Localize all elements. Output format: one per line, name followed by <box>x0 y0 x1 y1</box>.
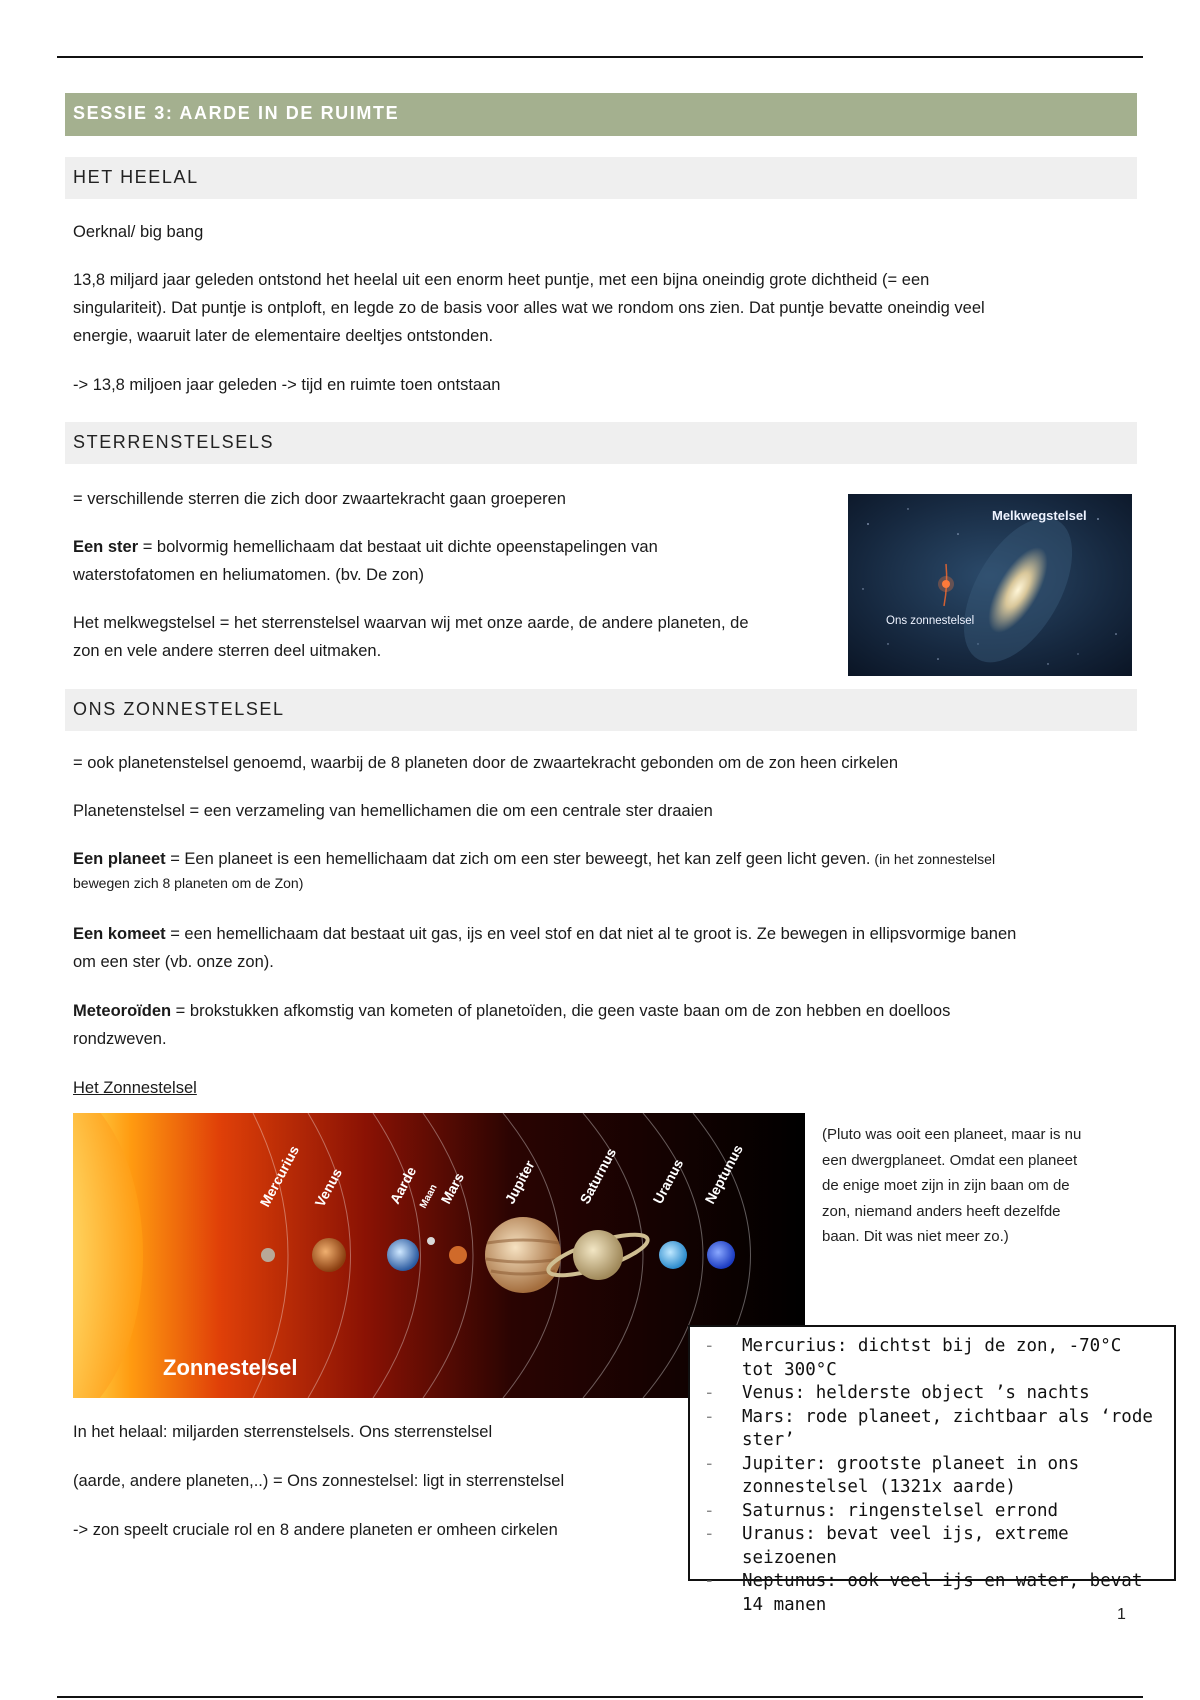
line: waterstofatomen en heliumatomen. (bv. De zon) <box>73 566 424 584</box>
list-item <box>690 1406 1174 1453</box>
paragraph-melkweg <box>73 609 749 665</box>
paragraph-helaal: In het helaal: miljarden sterrenstelsels. Ons sterrenstelsel <box>73 1423 493 1441</box>
paragraph-ons-zonnestelsel: (aarde, andere planeten,..) = Ons zonnestelsel: ligt in sterrenstelsel <box>73 1472 565 1490</box>
planet-label: Aarde <box>386 1163 420 1207</box>
section-heading-sterrenstelsels <box>65 422 1137 464</box>
line: singulariteit). Dat puntje is ontploft, en legde zo de basis voor alles wat we rondom ons zien. Dat puntje bevatte oneindig veel <box>73 299 985 317</box>
planet-label: Maan <box>417 1182 440 1211</box>
bullet: - <box>704 1571 715 1591</box>
paragraph-ster <box>73 533 658 589</box>
paragraph-big-bang <box>73 266 985 350</box>
paragraph-komeet <box>73 920 1016 976</box>
line: energie, waaruit later de elementaire deeltjes ontstonden. <box>73 327 494 345</box>
planet-fact: Venus: helderste object ’s nachts <box>742 1383 1090 1403</box>
page-number: 1 <box>1117 1606 1126 1623</box>
section-heading-heelal <box>65 157 1137 199</box>
bullet: - <box>704 1383 715 1403</box>
note-line: zon, niemand anders heeft dezelfde <box>822 1202 1061 1220</box>
paragraph-planetenstelsel: Planetenstelsel = een verzameling van hemellichamen die om een centrale ster draaien <box>73 802 713 820</box>
line: = een hemellichaam dat bestaat uit gas, ijs en veel stof en dat niet al te groot is. Ze bewegen in ellipsvormige banen <box>165 925 1017 943</box>
planet-label: Mercurius <box>256 1142 303 1210</box>
line: Het melkwegstelsel = het sterrenstelsel waarvan wij met onze aarde, de andere planeten, de <box>73 614 749 632</box>
list-item <box>690 1500 1174 1524</box>
planet-facts-box <box>688 1325 1176 1615</box>
list-item <box>690 1335 1174 1382</box>
planet-fact: Saturnus: ringenstelsel errond <box>742 1500 1059 1521</box>
planet-facts-list <box>690 1327 1174 1617</box>
term-ster: Een ster <box>73 538 139 556</box>
bullet: - <box>704 1524 715 1544</box>
galaxy-label-bottom: Ons zonnestelsel <box>886 615 975 627</box>
planet-label: Uranus <box>649 1156 687 1207</box>
subheading-het-zonnestelsel: Het Zonnestelsel <box>73 1079 197 1097</box>
bullet: - <box>704 1336 715 1356</box>
solar-image-title: Zonnestelsel <box>163 1355 298 1380</box>
planet-fact: Jupiter: grootste planeet in ons zonnestelsel (1321x aarde) <box>742 1453 1080 1497</box>
note-line: de enige moet zijn in zijn baan om de <box>822 1177 1070 1194</box>
line: zon en vele andere sterren deel uitmaken. <box>73 642 382 660</box>
note-line: een dwergplaneet. Omdat een planeet <box>822 1151 1078 1169</box>
section-heading-zonnestelsel <box>65 689 1137 731</box>
term-meteoroiden: Meteoroïden <box>73 1002 172 1020</box>
note-small: (in het zonnestelsel <box>870 851 996 867</box>
bullet: - <box>704 1500 715 1521</box>
list-item <box>690 1453 1174 1500</box>
session-title: SESSIE 3: AARDE IN DE RUIMTE <box>73 103 400 123</box>
bottom-rule <box>57 1696 1143 1698</box>
paragraph-planeet <box>73 845 995 893</box>
paragraph-zon-rol: -> zon speelt cruciale rol en 8 andere planeten er omheen cirkelen <box>73 1521 558 1539</box>
paragraph-oerknal: Oerknal/ big bang <box>73 223 204 241</box>
paragraph-meteoroiden <box>73 997 950 1053</box>
bullet: - <box>704 1406 715 1427</box>
galaxy-label-top: Melkwegstelsel <box>992 508 1087 523</box>
heading-text: HET HEELAL <box>73 167 199 187</box>
paragraph-planetenstelsel-genoemd: = ook planetenstelsel genoemd, waarbij de 8 planeten door de zwaartekracht gebonden om de zon heen cirkelen <box>73 754 899 772</box>
pluto-note <box>822 1122 1122 1250</box>
planet-label: Mars <box>437 1170 467 1207</box>
planet-fact: Mars: rode planeet, zichtbaar als ‘rode ster’ <box>742 1406 1153 1450</box>
planet-fact: Uranus: bevat veel ijs, extreme seizoenen <box>742 1524 1069 1568</box>
line: om een ster (vb. onze zon). <box>73 953 274 971</box>
session-title-bar <box>65 93 1137 136</box>
milky-way-image <box>848 494 1132 676</box>
paragraph-time-space: -> 13,8 miljoen jaar geleden -> tijd en ruimte toen ontstaan <box>73 376 501 394</box>
heading-text: ONS ZONNESTELSEL <box>73 699 285 719</box>
planet-label: Neptunus <box>701 1141 746 1207</box>
planet-fact: Mercurius: dichtst bij de zon, -70°C tot 300°C <box>742 1336 1122 1380</box>
bullet: - <box>704 1453 715 1474</box>
line: rondzweven. <box>73 1030 167 1048</box>
heading-text: STERRENSTELSELS <box>73 432 275 452</box>
list-item <box>690 1570 1174 1617</box>
note-small: bewegen zich 8 planeten om de Zon) <box>73 875 304 891</box>
planet-label: Jupiter <box>501 1157 538 1207</box>
list-item <box>690 1382 1174 1406</box>
line: = bolvormig hemellichaam dat bestaat uit dichte opeenstapelingen van <box>138 538 658 556</box>
line: = brokstukken afkomstig van kometen of planetoïden, die geen vaste baan om de zon hebben en doelloos <box>171 1002 951 1020</box>
planet-fact: Neptunus: ook veel ijs en water, bevat 14 manen <box>742 1571 1143 1615</box>
planet-label: Venus <box>311 1165 346 1210</box>
list-item <box>690 1523 1174 1570</box>
term-komeet: Een komeet <box>73 925 166 943</box>
planet-label: Saturnus <box>576 1145 620 1207</box>
line: = Een planeet is een hemellichaam dat zich om een ster beweegt, het kan zelf geen licht geven. <box>165 850 871 868</box>
term-planeet: Een planeet <box>73 850 166 868</box>
line: 13,8 miljard jaar geleden ontstond het heelal uit een enorm heet puntje, met een bijna oneindig grote dichtheid (= een <box>73 271 930 289</box>
paragraph-definition-galaxies: = verschillende sterren die zich door zwaartekracht gaan groeperen <box>73 490 566 508</box>
top-rule <box>57 56 1143 58</box>
note-line: baan. Dit was niet meer zo.) <box>822 1228 1009 1245</box>
note-line: (Pluto was ooit een planeet, maar is nu <box>822 1126 1082 1143</box>
